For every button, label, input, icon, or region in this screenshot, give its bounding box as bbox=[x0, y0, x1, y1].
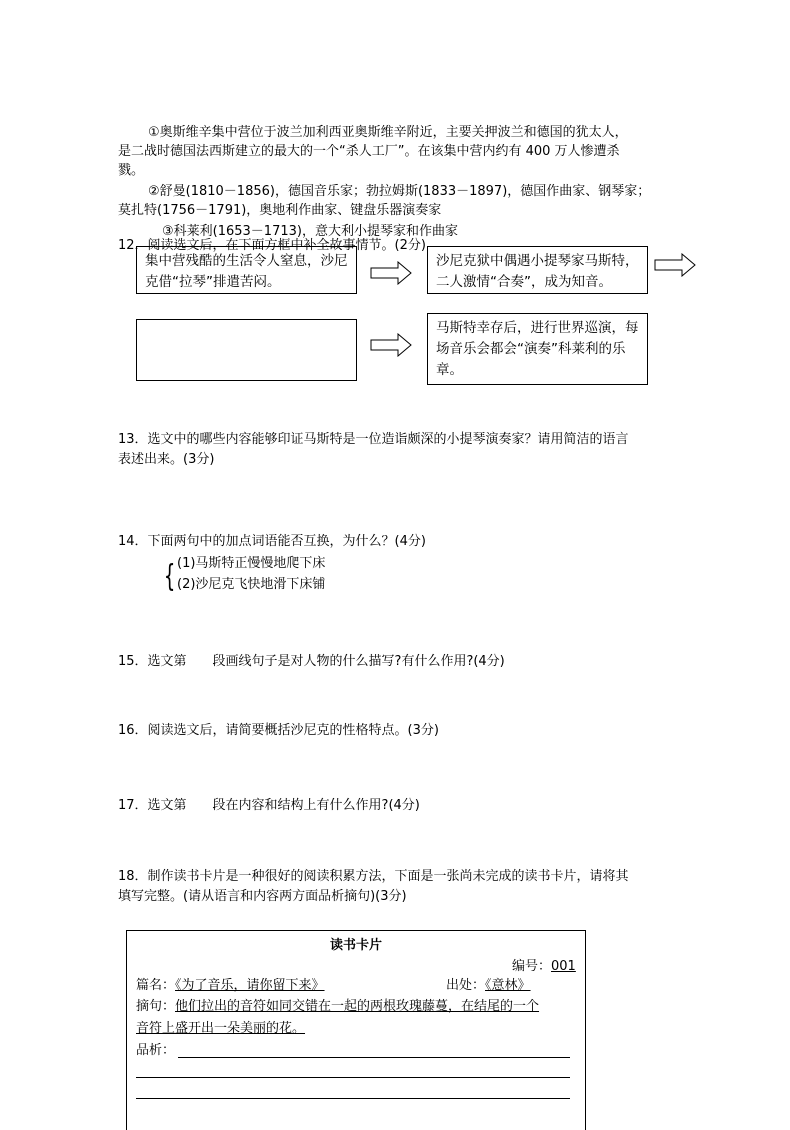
question-18-line-2: 填写完整。(请从语言和内容两方面品析摘句)(3分) bbox=[118, 889, 407, 904]
sentence-1: (1)马斯特正慢慢地爬下床 bbox=[177, 556, 326, 571]
analysis-line-3[interactable] bbox=[136, 1098, 570, 1099]
card-piece bbox=[136, 978, 325, 994]
card-piece-value: 《为了音乐，请你留下来》 bbox=[175, 978, 325, 993]
card-source-value: 《意林》 bbox=[485, 978, 531, 993]
note-2-line-2: 莫扎特(1756－1791)，奥地利作曲家、键盘乐器演奏家 bbox=[118, 203, 442, 218]
card-number bbox=[512, 959, 576, 975]
sentence-2: (2)沙尼克飞快地滑下床铺 bbox=[177, 577, 326, 592]
arrow-right-icon bbox=[654, 253, 696, 277]
note-1-line-3: 戮。 bbox=[118, 163, 145, 178]
card-quote-label: 摘句： bbox=[136, 999, 176, 1014]
card-source bbox=[446, 978, 531, 994]
question-12: 12．阅读选文后，在下面方框中补全故事情节。(2分) bbox=[118, 238, 426, 253]
card-source-label: 出处： bbox=[446, 978, 486, 993]
card-quote-line-2: 音符上盛开出一朵美丽的花。 bbox=[136, 1021, 306, 1036]
analysis-line-1[interactable] bbox=[178, 1057, 570, 1058]
note-1-line-2: 是二战时德国法西斯建立的最大的一个“杀人工厂”。在该集中营内约有 400 万人惨遭杀 bbox=[118, 144, 620, 159]
question-13-line-1: 13．选文中的哪些内容能够印证马斯特是一位造诣颇深的小提琴演奏家？请用简洁的语言 bbox=[118, 432, 629, 447]
card-piece-label: 篇名： bbox=[136, 978, 176, 993]
card-title: 读书卡片 bbox=[329, 938, 382, 953]
card-number-label: 编号： bbox=[512, 959, 552, 974]
question-13-line-2: 表述出来。(3分) bbox=[118, 452, 215, 467]
arrow-right-icon bbox=[370, 261, 412, 285]
question-16: 16．阅读选文后，请简要概括沙尼克的性格特点。(3分) bbox=[118, 723, 439, 738]
note-1-line-1: ①奥斯维辛集中营位于波兰加利西亚奥斯维辛附近，主要关押波兰和德国的犹太人， bbox=[148, 125, 628, 140]
question-18-line-1: 18．制作读书卡片是一种很好的阅读积累方法，下面是一张尚未完成的读书卡片，请将其 bbox=[118, 869, 629, 884]
question-15: 15．选文第 段画线句子是对人物的什么描写?有什么作用?(4分) bbox=[118, 654, 505, 669]
brace: { bbox=[163, 559, 176, 594]
arrow-right-icon bbox=[370, 333, 412, 357]
card-quote bbox=[136, 999, 539, 1015]
plot-box-4: 马斯特幸存后，进行世界巡演，每场音乐会都会“演奏”科莱利的乐章。 bbox=[427, 313, 648, 385]
plot-box-2: 沙尼克狱中偶遇小提琴家马斯特，二人激情“合奏”，成为知音。 bbox=[427, 246, 648, 294]
card-quote-line-1: 他们拉出的音符如同交错在一起的两根玫瑰藤蔓，在结尾的一个 bbox=[175, 999, 540, 1014]
note-2-line-1: ②舒曼(1810－1856)，德国音乐家；勃拉姆斯(1833－1897)，德国作曲家、钢琴家； bbox=[148, 184, 651, 199]
note-3: ③科莱利(1653－1713)，意大利小提琴家和作曲家 bbox=[162, 224, 458, 239]
question-17: 17．选文第 段在内容和结构上有什么作用?(4分) bbox=[118, 798, 420, 813]
plot-box-3-blank[interactable] bbox=[136, 319, 357, 381]
plot-box-1: 集中营残酷的生活令人窒息，沙尼克借“拉琴”排遣苦闷。 bbox=[136, 246, 357, 294]
question-14: 14．下面两句中的加点词语能否互换，为什么？(4分) bbox=[118, 534, 426, 549]
card-number-value: 001 bbox=[551, 959, 576, 974]
card-analysis-label: 品析： bbox=[136, 1043, 176, 1058]
analysis-line-2[interactable] bbox=[136, 1077, 570, 1078]
